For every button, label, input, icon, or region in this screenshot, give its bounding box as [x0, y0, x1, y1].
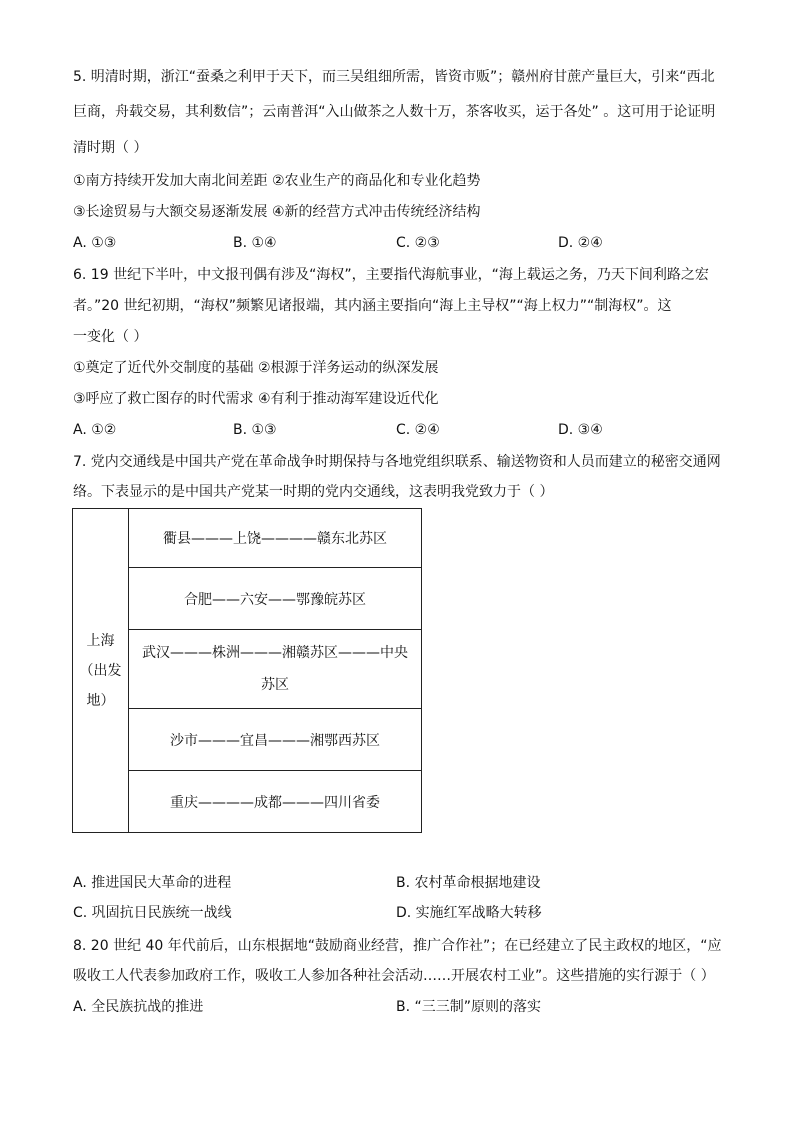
q5-option-a: A. ①③ [73, 235, 117, 251]
q8-stem-line2: 吸收工人代表参加政府工作，吸收工人参加各种社会活动……开展农村工业”。这些措施的实行源于（ ） [73, 968, 715, 984]
q7-stem-line2: 络。下表显示的是中国共产党某一时期的党内交通线，这表明我党致力于（ ） [73, 484, 554, 500]
route-text: 合肥——六安——鄂豫皖苏区 [184, 591, 366, 608]
q6-option-a: A. ①② [73, 422, 117, 438]
route-cell [129, 709, 422, 771]
q8-stem-line1: 8. 20 世纪 40 年代前后，山东根据地“鼓励商业经营，推广合作社”；在已经建立了民主政权的地区，“应 [73, 938, 722, 954]
q5-statement-1: ①南方持续开发加大南北间差距 ②农业生产的商品化和专业化趋势 [73, 173, 481, 189]
route-text-continued: 苏区 [261, 677, 289, 693]
route-text: 重庆————成都———四川省委 [170, 794, 380, 811]
q6-stem-line3: 一变化（ ） [73, 329, 148, 345]
q6-statement-2: ③呼应了救亡图存的时代需求 ④有利于推动海军建设近代化 [73, 391, 439, 407]
origin-line-1: 上海 [86, 632, 115, 649]
route-text: 衢县———上饶————赣东北苏区 [163, 531, 387, 547]
q7-option-c: C. 巩固抗日民族统一战线 [73, 905, 232, 921]
q6-stem-line2: 者。”20 世纪初期，“海权”频繁见诸报端，其内涵主要指向“海上主导权”“海上权力”“制海权”。这 [73, 298, 672, 314]
q6-option-b: B. ①③ [233, 422, 277, 438]
q7-option-a: A. 推进国民大革命的进程 [73, 875, 232, 891]
q5-statement-2: ③长途贸易与大额交易逐渐发展 ④新的经营方式冲击传统经济结构 [73, 204, 481, 220]
q6-option-c: C. ②④ [396, 422, 440, 438]
route-table [72, 508, 422, 833]
q5-option-b: B. ①④ [233, 235, 277, 251]
route-text: 武汉———株洲———湘赣苏区———中央 [142, 645, 408, 661]
q5-option-c: C. ②③ [396, 235, 440, 251]
route-cell [129, 630, 422, 709]
q5-stem-line1: 5. 明清时期，浙江“蚕桑之利甲于天下，而三吴组细所需，皆资市贩”；赣州府甘蔗产量巨大，引来“西北 [73, 69, 715, 85]
q7-stem-line1: 7. 党内交通线是中国共产党在革命战争时期保持与各地党组织联系、输送物资和人员而建立的秘密交通网 [73, 454, 721, 470]
q6-statement-1: ①奠定了近代外交制度的基础 ②根源于洋务运动的纵深发展 [73, 360, 439, 376]
route-cell [129, 509, 422, 568]
q5-stem-line3: 清时期（ ） [73, 140, 148, 156]
q5-stem-line2: 巨商，舟载交易，其利数信”；云南普洱“入山做茶之人数十万，茶客收买，运于各处” 。这可用于论证明 [73, 104, 716, 120]
q8-option-b: B. “三三制”原则的落实 [396, 999, 542, 1015]
q5-option-d: D. ②④ [558, 235, 603, 251]
origin-line-3: 地） [86, 692, 115, 709]
q6-stem-line1: 6. 19 世纪下半叶，中文报刊偶有涉及“海权”，主要指代海航事业，“海上载运之务，乃天下间利路之宏 [73, 267, 709, 283]
origin-line-2: （出发 [79, 662, 122, 679]
route-cell [129, 568, 422, 630]
q7-option-d: D. 实施红军战略大转移 [396, 905, 542, 921]
q7-option-b: B. 农村革命根据地建设 [396, 875, 541, 891]
q6-option-d: D. ③④ [558, 422, 603, 438]
origin-cell [73, 509, 129, 833]
route-cell [129, 771, 422, 833]
q8-option-a: A. 全民族抗战的推进 [73, 999, 204, 1015]
route-text: 沙市———宜昌———湘鄂西苏区 [170, 732, 380, 749]
